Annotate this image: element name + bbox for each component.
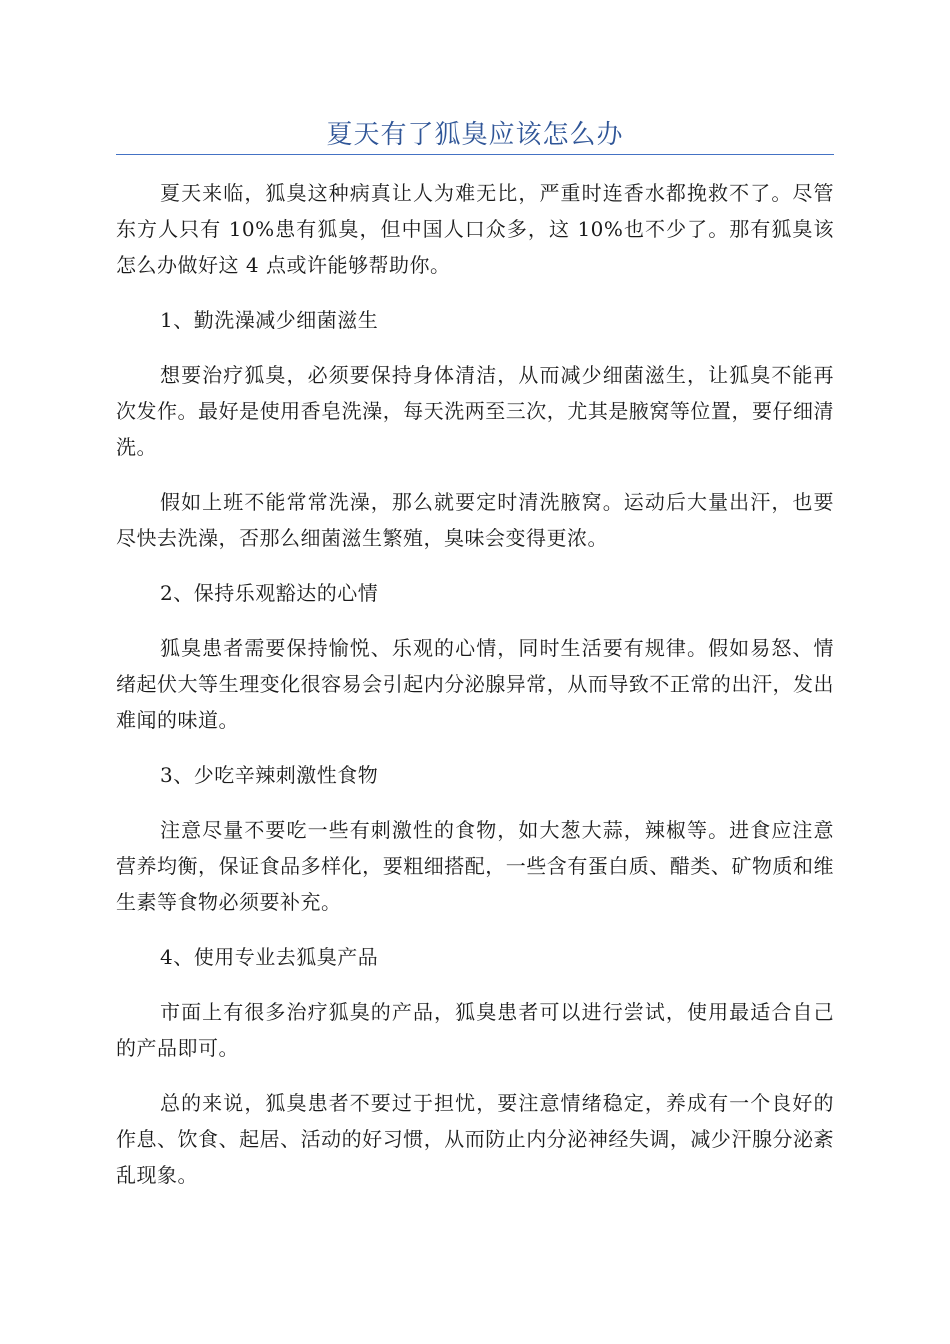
section-heading-3: 3、少吃辛辣刺激性食物 bbox=[160, 763, 379, 787]
section-heading-4: 4、使用专业去狐臭产品 bbox=[160, 945, 379, 969]
section-4-paragraph: 市面上有很多治疗狐臭的产品，狐臭患者可以进行尝试，使用最适合自己的产品即可。 bbox=[116, 1000, 834, 1060]
section-1-paragraph-1: 想要治疗狐臭，必须要保持身体清洁，从而减少细菌滋生，让狐臭不能再次发作。最好是使用香皂洗澡，每天洗两至三次，尤其是腋窝等位置，要仔细清洗。 bbox=[116, 363, 834, 459]
section-heading-1: 1、勤洗澡减少细菌滋生 bbox=[160, 308, 379, 332]
section-2-paragraph: 狐臭患者需要保持愉悦、乐观的心情，同时生活要有规律。假如易怒、情绪起伏大等生理变化很容易会引起内分泌腺异常，从而导致不正常的出汗，发出难闻的味道。 bbox=[116, 636, 834, 732]
intro-paragraph: 夏天来临，狐臭这种病真让人为难无比，严重时连香水都挽救不了。尽管东方人只有 10%患有狐臭，但中国人口众多，这 10%也不少了。那有狐臭该怎么办做好这 4 点或许能够帮助你。 bbox=[116, 181, 834, 277]
document-title: 夏天有了狐臭应该怎么办 bbox=[326, 120, 624, 150]
section-3-paragraph: 注意尽量不要吃一些有刺激性的食物，如大葱大蒜，辣椒等。进食应注意营养均衡，保证食品多样化，要粗细搭配，一些含有蛋白质、醋类、矿物质和维生素等食物必须要补充。 bbox=[116, 818, 834, 914]
document-body bbox=[116, 175, 834, 1212]
section-1-paragraph-2: 假如上班不能常常洗澡，那么就要定时清洗腋窝。运动后大量出汗，也要尽快去洗澡，否那么细菌滋生繁殖，臭味会变得更浓。 bbox=[116, 490, 834, 550]
title-underline bbox=[116, 154, 834, 155]
conclusion-paragraph: 总的来说，狐臭患者不要过于担忧，要注意情绪稳定，养成有一个良好的作息、饮食、起居、活动的好习惯，从而防止内分泌神经失调，减少汗腺分泌紊乱现象。 bbox=[116, 1091, 834, 1187]
section-heading-2: 2、保持乐观豁达的心情 bbox=[160, 581, 379, 605]
